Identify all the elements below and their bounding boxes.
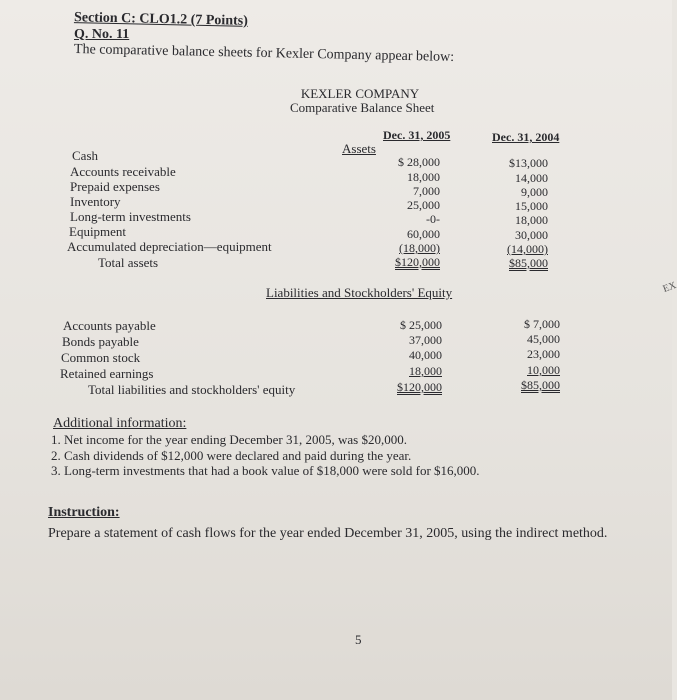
assets-heading: Assets (342, 141, 376, 156)
company-name: KEXLER COMPANY (300, 86, 420, 101)
asset-value-2004: 14,000 (515, 171, 548, 185)
liability-value-2004: 45,000 (527, 332, 560, 346)
instruction-text: Prepare a statement of cash flows for the year ended December 31, 2005, using the indirect method. (48, 526, 608, 541)
asset-value-2005: (18,000) (399, 241, 440, 255)
asset-value-2004: $13,000 (509, 156, 548, 170)
asset-total-2004: $85,000 (509, 256, 548, 270)
asset-label: Prepaid expenses (70, 179, 160, 194)
instruction-heading: Instruction: (48, 505, 120, 520)
asset-value-2004: 30,000 (515, 228, 548, 242)
asset-label: Inventory (70, 194, 121, 209)
liability-value-2004: $ 7,000 (524, 317, 560, 331)
additional-info-item: 1. Net income for the year ending December 31, 2005, was $20,000. (51, 432, 407, 447)
asset-label: Accounts receivable (70, 164, 176, 179)
liability-value-2005: 40,000 (409, 348, 442, 362)
liability-value-2005: 37,000 (409, 333, 442, 347)
asset-value-2005: 25,000 (407, 198, 440, 212)
asset-label: Cash (72, 148, 98, 163)
asset-value-2004: 18,000 (515, 213, 548, 227)
liability-total-2004: $85,000 (521, 378, 560, 392)
page-number: 5 (355, 632, 362, 647)
liability-label: Bonds payable (62, 334, 139, 349)
asset-label: Equipment (69, 224, 127, 239)
question-number: Q. No. 11 (74, 27, 130, 42)
additional-info-heading: Additional information: (53, 416, 187, 431)
column-header-2005: Dec. 31, 2005 (383, 128, 451, 142)
liability-value-2004: 10,000 (527, 363, 560, 377)
asset-value-2004: 9,000 (521, 185, 548, 199)
statement-title: Comparative Balance Sheet (290, 100, 435, 115)
liability-total-2005: $120,000 (397, 380, 442, 394)
additional-info-item: 3. Long-term investments that had a book value of $18,000 were sold for $16,000. (51, 463, 480, 478)
asset-value-2005: 18,000 (407, 170, 440, 184)
liability-value-2005: 18,000 (409, 364, 442, 378)
edge-text: EX (661, 280, 677, 295)
asset-value-2005: -0- (426, 212, 440, 226)
asset-value-2005: $ 28,000 (398, 155, 440, 169)
asset-value-2005: 7,000 (413, 184, 440, 198)
asset-value-2004: 15,000 (515, 199, 548, 213)
column-header-2004: Dec. 31, 2004 (492, 130, 560, 144)
asset-value-2005: 60,000 (407, 227, 440, 241)
liability-label: Accounts payable (63, 318, 156, 333)
liabilities-heading: Liabilities and Stockholders' Equity (266, 285, 453, 300)
section-heading: Section C: CLO1.2 (7 Points) (73, 10, 248, 29)
liability-label: Common stock (61, 350, 141, 365)
liability-value-2004: 23,000 (527, 347, 560, 361)
asset-value-2004: (14,000) (507, 242, 548, 256)
asset-label: Accumulated depreciation—equipment (67, 239, 272, 254)
asset-total-2005: $120,000 (395, 255, 440, 269)
intro-text: The comparative balance sheets for Kexler Company appear below: (73, 42, 455, 65)
liability-label: Retained earnings (60, 366, 154, 381)
asset-label: Long-term investments (70, 209, 191, 224)
liability-value-2005: $ 25,000 (400, 318, 442, 332)
additional-info-item: 2. Cash dividends of $12,000 were declared and paid during the year. (51, 448, 412, 463)
liability-total-label: Total liabilities and stockholders' equity (88, 382, 296, 397)
asset-total-label: Total assets (98, 255, 159, 270)
